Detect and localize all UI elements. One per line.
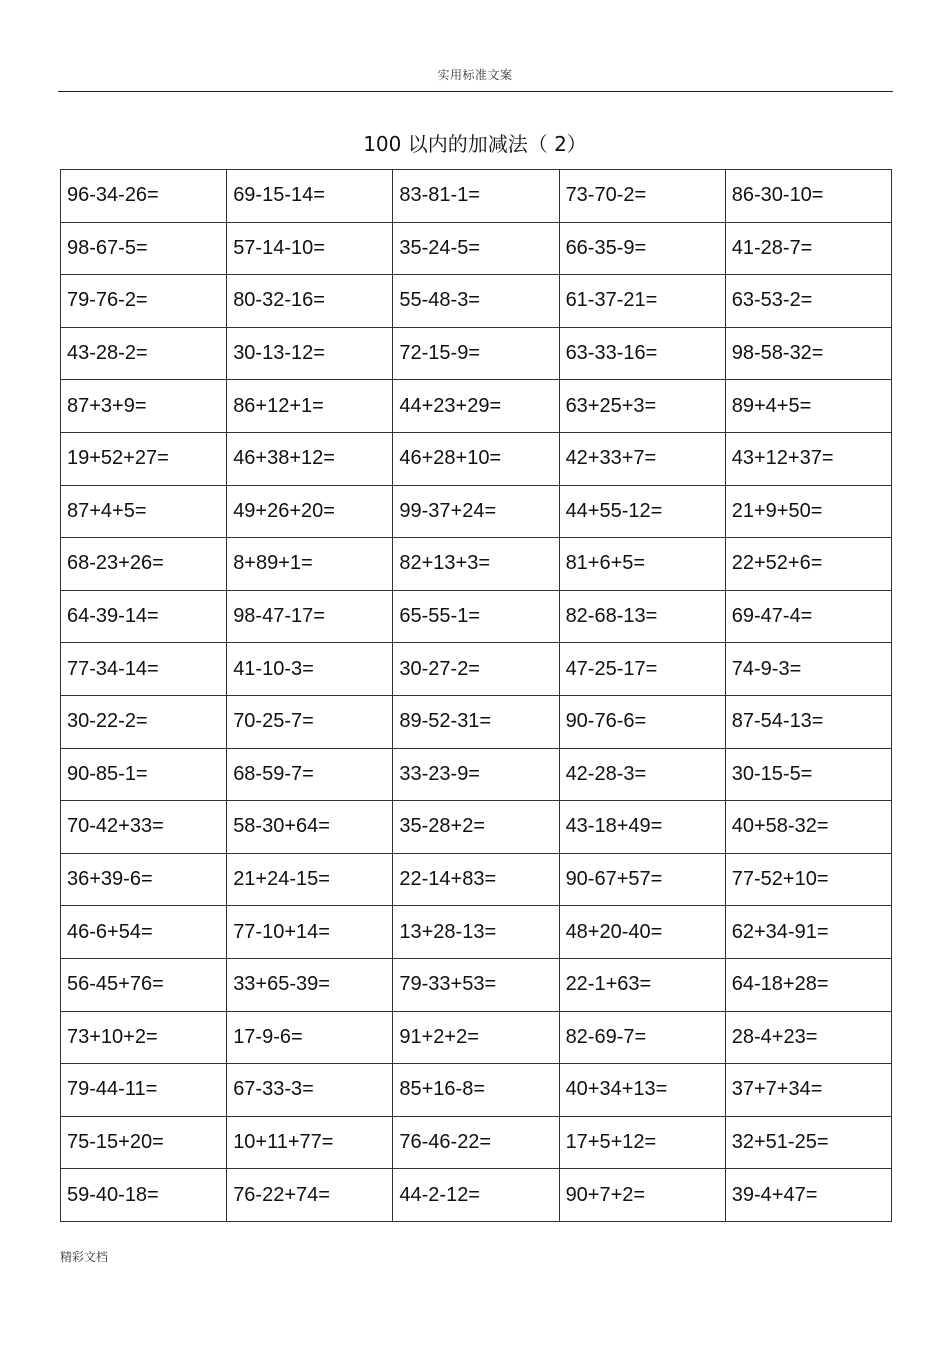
problem-cell: 63-33-16=	[559, 327, 725, 380]
problem-cell: 21+9+50=	[725, 485, 891, 538]
problem-cell: 68-59-7=	[227, 748, 393, 801]
problem-cell: 87+3+9=	[61, 380, 227, 433]
problem-cell: 66-35-9=	[559, 222, 725, 275]
table-row	[61, 853, 892, 906]
problem-cell: 47-25-17=	[559, 643, 725, 696]
problem-cell: 70-42+33=	[61, 801, 227, 854]
problem-cell: 99-37+24=	[393, 485, 559, 538]
problem-cell: 43-28-2=	[61, 327, 227, 380]
problem-cell: 44+23+29=	[393, 380, 559, 433]
problem-cell: 85+16-8=	[393, 1064, 559, 1117]
problem-cell: 89+4+5=	[725, 380, 891, 433]
problem-cell: 65-55-1=	[393, 590, 559, 643]
problem-cell: 64-18+28=	[725, 958, 891, 1011]
problem-cell: 63-53-2=	[725, 275, 891, 328]
problem-cell: 17-9-6=	[227, 1011, 393, 1064]
table-row	[61, 380, 892, 433]
problem-cell: 69-47-4=	[725, 590, 891, 643]
problem-cell: 32+51-25=	[725, 1116, 891, 1169]
problem-cell: 61-37-21=	[559, 275, 725, 328]
problem-cell: 64-39-14=	[61, 590, 227, 643]
table-row	[61, 590, 892, 643]
problem-cell: 55-48-3=	[393, 275, 559, 328]
problem-cell: 28-4+23=	[725, 1011, 891, 1064]
table-row	[61, 958, 892, 1011]
problem-cell: 68-23+26=	[61, 538, 227, 591]
problem-cell: 48+20-40=	[559, 906, 725, 959]
problem-cell: 62+34-91=	[725, 906, 891, 959]
problem-cell: 40+58-32=	[725, 801, 891, 854]
problem-cell: 82+13+3=	[393, 538, 559, 591]
problem-cell: 43+12+37=	[725, 432, 891, 485]
problem-cell: 79-76-2=	[61, 275, 227, 328]
table-row	[61, 222, 892, 275]
problem-cell: 17+5+12=	[559, 1116, 725, 1169]
problem-cell: 73-70-2=	[559, 170, 725, 223]
problem-cell: 46+38+12=	[227, 432, 393, 485]
problem-cell: 40+34+13=	[559, 1064, 725, 1117]
table-row	[61, 275, 892, 328]
problem-cell: 39-4+47=	[725, 1169, 891, 1222]
problem-cell: 33+65-39=	[227, 958, 393, 1011]
problem-cell: 79-33+53=	[393, 958, 559, 1011]
problem-cell: 10+11+77=	[227, 1116, 393, 1169]
problem-cell: 63+25+3=	[559, 380, 725, 433]
problem-cell: 30-22-2=	[61, 695, 227, 748]
problem-cell: 90-67+57=	[559, 853, 725, 906]
problem-cell: 82-68-13=	[559, 590, 725, 643]
problem-cell: 86+12+1=	[227, 380, 393, 433]
problem-cell: 67-33-3=	[227, 1064, 393, 1117]
problem-cell: 87+4+5=	[61, 485, 227, 538]
problem-cell: 83-81-1=	[393, 170, 559, 223]
table-row	[61, 1116, 892, 1169]
problem-cell: 59-40-18=	[61, 1169, 227, 1222]
problem-cell: 22-14+83=	[393, 853, 559, 906]
problem-cell: 41-10-3=	[227, 643, 393, 696]
problem-cell: 41-28-7=	[725, 222, 891, 275]
problem-cell: 42+33+7=	[559, 432, 725, 485]
table-row	[61, 748, 892, 801]
problem-cell: 77-10+14=	[227, 906, 393, 959]
problem-cell: 91+2+2=	[393, 1011, 559, 1064]
problem-cell: 90+7+2=	[559, 1169, 725, 1222]
problem-cell: 57-14-10=	[227, 222, 393, 275]
header-divider	[58, 91, 893, 92]
problem-cell: 22-1+63=	[559, 958, 725, 1011]
problem-cell: 89-52-31=	[393, 695, 559, 748]
page-footer: 精彩文档	[60, 1250, 109, 1264]
problem-cell: 46+28+10=	[393, 432, 559, 485]
problem-cell: 30-27-2=	[393, 643, 559, 696]
problem-cell: 77-52+10=	[725, 853, 891, 906]
problem-cell: 74-9-3=	[725, 643, 891, 696]
problem-cell: 33-23-9=	[393, 748, 559, 801]
problem-cell: 30-15-5=	[725, 748, 891, 801]
problem-cell: 98-47-17=	[227, 590, 393, 643]
table-row	[61, 643, 892, 696]
problem-cell: 30-13-12=	[227, 327, 393, 380]
problem-cell: 43-18+49=	[559, 801, 725, 854]
problem-cell: 69-15-14=	[227, 170, 393, 223]
problem-cell: 13+28-13=	[393, 906, 559, 959]
problem-cell: 70-25-7=	[227, 695, 393, 748]
table-row	[61, 538, 892, 591]
problem-cell: 73+10+2=	[61, 1011, 227, 1064]
table-row	[61, 1011, 892, 1064]
arithmetic-worksheet-table	[60, 169, 892, 1222]
worksheet-body	[61, 170, 892, 1222]
problem-cell: 56-45+76=	[61, 958, 227, 1011]
problem-cell: 82-69-7=	[559, 1011, 725, 1064]
table-row	[61, 327, 892, 380]
table-row	[61, 801, 892, 854]
problem-cell: 21+24-15=	[227, 853, 393, 906]
problem-cell: 75-15+20=	[61, 1116, 227, 1169]
problem-cell: 42-28-3=	[559, 748, 725, 801]
table-row	[61, 906, 892, 959]
table-row	[61, 170, 892, 223]
problem-cell: 76-22+74=	[227, 1169, 393, 1222]
problem-cell: 76-46-22=	[393, 1116, 559, 1169]
problem-cell: 90-85-1=	[61, 748, 227, 801]
problem-cell: 80-32-16=	[227, 275, 393, 328]
worksheet-title: 100 以内的加减法（ 2）	[363, 132, 587, 156]
problem-cell: 8+89+1=	[227, 538, 393, 591]
table-row	[61, 695, 892, 748]
problem-cell: 87-54-13=	[725, 695, 891, 748]
problem-cell: 36+39-6=	[61, 853, 227, 906]
table-row	[61, 1064, 892, 1117]
problem-cell: 35-24-5=	[393, 222, 559, 275]
page-header: 实用标准文案	[437, 68, 513, 82]
problem-cell: 46-6+54=	[61, 906, 227, 959]
problem-cell: 44+55-12=	[559, 485, 725, 538]
problem-cell: 77-34-14=	[61, 643, 227, 696]
problem-cell: 72-15-9=	[393, 327, 559, 380]
problem-cell: 35-28+2=	[393, 801, 559, 854]
table-row	[61, 432, 892, 485]
problem-cell: 44-2-12=	[393, 1169, 559, 1222]
problem-cell: 86-30-10=	[725, 170, 891, 223]
problem-cell: 98-67-5=	[61, 222, 227, 275]
problem-cell: 81+6+5=	[559, 538, 725, 591]
problem-cell: 37+7+34=	[725, 1064, 891, 1117]
problem-cell: 19+52+27=	[61, 432, 227, 485]
table-row	[61, 485, 892, 538]
problem-cell: 49+26+20=	[227, 485, 393, 538]
problem-cell: 98-58-32=	[725, 327, 891, 380]
table-row	[61, 1169, 892, 1222]
problem-cell: 90-76-6=	[559, 695, 725, 748]
problem-cell: 22+52+6=	[725, 538, 891, 591]
problem-cell: 79-44-11=	[61, 1064, 227, 1117]
problem-cell: 96-34-26=	[61, 170, 227, 223]
problem-cell: 58-30+64=	[227, 801, 393, 854]
